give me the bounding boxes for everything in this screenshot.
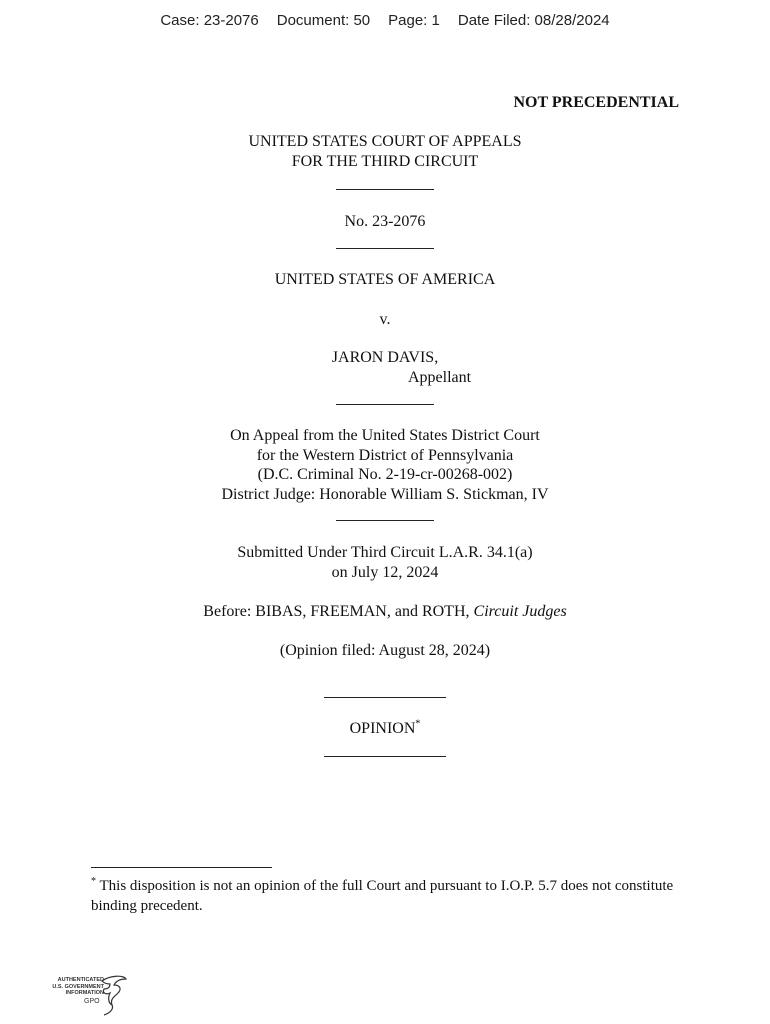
eagle-icon (98, 975, 128, 1017)
header-case: Case: 23-2076 (160, 12, 259, 29)
divider-rule (336, 248, 434, 249)
submitted-line-2: on July 12, 2024 (331, 564, 439, 581)
footnote-marker: * (91, 876, 96, 887)
gpo-logo-text (46, 977, 104, 997)
footnote (91, 876, 691, 916)
divider-rule (336, 189, 434, 190)
not-precedential-label: NOT PRECEDENTIAL (513, 94, 679, 111)
footnote-separator (91, 867, 272, 868)
divider-rule (336, 520, 434, 521)
footnote-reference[interactable]: * (415, 718, 421, 730)
header-date-filed: Date Filed: 08/28/2024 (457, 12, 610, 29)
opinion-filed-date: (Opinion filed: August 28, 2024) (279, 642, 491, 659)
appellant-role: Appellant (408, 369, 472, 386)
divider-rule (324, 756, 446, 757)
header-document: Document: 50 (276, 12, 371, 29)
gpo-line-3: INFORMATION (65, 990, 104, 996)
court-line-1: UNITED STATES COURT OF APPEALS (248, 133, 522, 150)
opinion-heading-text: OPINION (349, 720, 416, 737)
header-page: Page: 1 (388, 12, 440, 29)
versus: v. (379, 311, 391, 328)
footnote-text: This disposition is not an opinion of the full Court and pursuant to I.O.P. 5.7 does not constitute binding precedent. (91, 878, 674, 914)
divider-rule (336, 404, 434, 405)
defendant-name: JARON DAVIS, (331, 349, 439, 366)
submission-info (0, 543, 770, 583)
panel-judges (0, 602, 770, 622)
appeal-line-1: On Appeal from the United States District Court (230, 427, 540, 444)
gpo-label: GPO (84, 998, 100, 1005)
before-prefix: Before: BIBAS, FREEMAN, and ROTH, (203, 603, 474, 620)
judges-title: Circuit Judges (473, 603, 567, 620)
appeal-line-4: District Judge: Honorable William S. Stickman, IV (221, 485, 549, 503)
gpo-line-1: AUTHENTICATED (57, 977, 104, 983)
court-name (0, 132, 770, 172)
appeal-line-2: for the Western District of Pennsylvania (256, 446, 514, 464)
appeal-line-3: (D.C. Criminal No. 2-19-cr-00268-002) (257, 466, 513, 483)
filing-header (0, 12, 770, 29)
appeal-info (0, 426, 770, 504)
gpo-authenticated-logo (46, 975, 136, 1017)
submitted-line-1: Submitted Under Third Circuit L.A.R. 34.1(a) (237, 544, 533, 561)
plaintiff-name: UNITED STATES OF AMERICA (274, 271, 496, 288)
gpo-line-2: U.S. GOVERNMENT (52, 983, 104, 990)
court-line-2: FOR THE THIRD CIRCUIT (291, 153, 479, 170)
opinion-heading (0, 719, 770, 739)
case-number: No. 23-2076 (344, 213, 426, 230)
divider-rule (324, 697, 446, 698)
